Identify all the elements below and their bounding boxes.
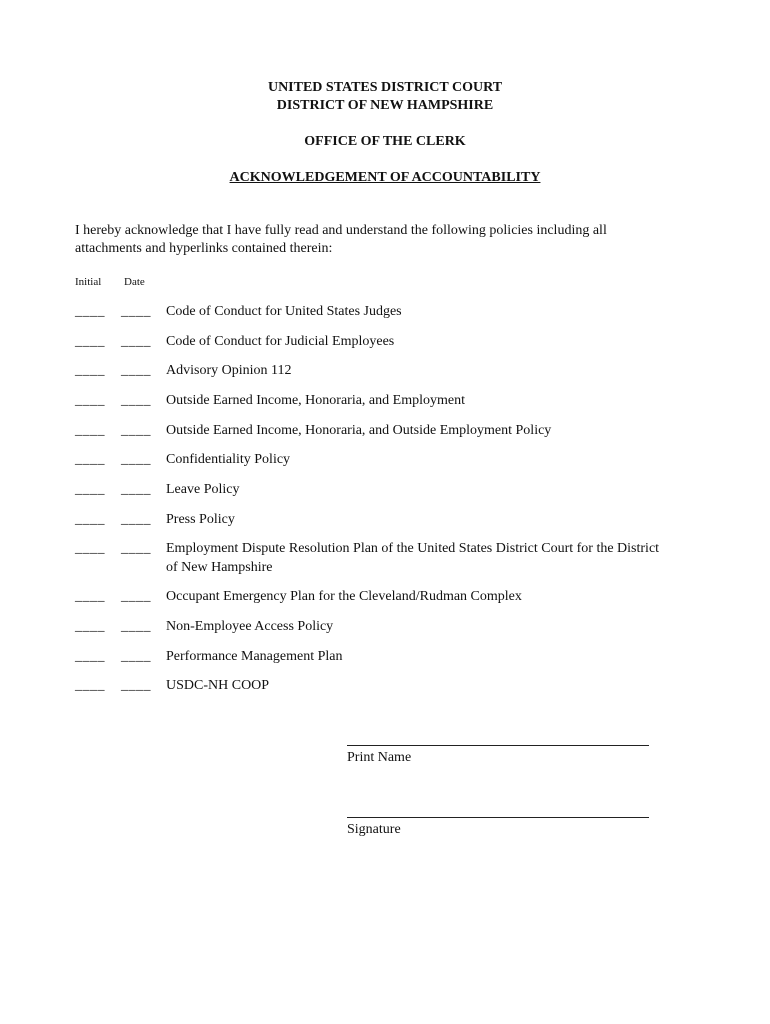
date-blank[interactable]: ____ (121, 452, 151, 467)
date-blank[interactable]: ____ (121, 393, 151, 408)
office-name: OFFICE OF THE CLERK (304, 134, 466, 149)
initial-blank[interactable]: ____ (75, 589, 105, 604)
court-name: UNITED STATES DISTRICT COURT (267, 80, 503, 95)
initial-blank[interactable]: ____ (75, 363, 105, 378)
initial-blank[interactable]: ____ (75, 649, 105, 664)
date-blank[interactable]: ____ (121, 512, 151, 527)
policy-name: Performance Management Plan (166, 649, 343, 664)
column-header-initial: Initial (75, 276, 102, 288)
policy-name: Code of Conduct for United States Judges (166, 304, 402, 319)
policy-name: Outside Earned Income, Honoraria, and Outside Employment Policy (166, 423, 552, 438)
date-blank[interactable]: ____ (121, 649, 151, 664)
initial-blank[interactable]: ____ (75, 512, 105, 527)
policy-name: Advisory Opinion 112 (166, 363, 292, 378)
initial-blank[interactable]: ____ (75, 393, 105, 408)
date-blank[interactable]: ____ (121, 334, 151, 349)
date-blank[interactable]: ____ (121, 482, 151, 497)
initial-blank[interactable]: ____ (75, 678, 105, 693)
policy-name: Leave Policy (166, 482, 240, 497)
date-blank[interactable]: ____ (121, 363, 151, 378)
date-blank[interactable]: ____ (121, 619, 151, 634)
initial-blank[interactable]: ____ (75, 304, 105, 319)
policy-name: Code of Conduct for Judicial Employees (166, 334, 395, 349)
policy-name: Confidentiality Policy (166, 452, 291, 467)
policy-name: Employment Dispute Resolution Plan of the United States District Court for the District of New Hampshire (166, 541, 660, 575)
print-name-line[interactable] (347, 745, 649, 746)
signature-line[interactable] (347, 817, 649, 818)
date-blank[interactable]: ____ (121, 678, 151, 693)
date-blank[interactable]: ____ (121, 541, 151, 556)
print-name-block (347, 745, 649, 767)
date-blank[interactable]: ____ (121, 423, 151, 438)
policy-name: Outside Earned Income, Honoraria, and Employment (166, 393, 465, 408)
initial-blank[interactable]: ____ (75, 423, 105, 438)
intro-paragraph: I hereby acknowledge that I have fully read and understand the following policies including all attachments and hyperlinks contained therein: (75, 223, 607, 256)
signature-block (347, 817, 649, 839)
document-title: ACKNOWLEDGEMENT OF ACCOUNTABILITY (229, 170, 541, 185)
policy-name: Occupant Emergency Plan for the Cleveland/Rudman Complex (166, 589, 522, 604)
date-blank[interactable]: ____ (121, 589, 151, 604)
initial-blank[interactable]: ____ (75, 334, 105, 349)
initial-blank[interactable]: ____ (75, 482, 105, 497)
district-name: DISTRICT OF NEW HAMPSHIRE (276, 98, 494, 113)
initial-blank[interactable]: ____ (75, 452, 105, 467)
initial-blank[interactable]: ____ (75, 619, 105, 634)
policy-name: Press Policy (166, 512, 235, 527)
column-header-date: Date (124, 276, 145, 288)
policy-name: USDC-NH COOP (166, 678, 270, 693)
print-name-label: Print Name (347, 750, 412, 765)
initial-blank[interactable]: ____ (75, 541, 105, 556)
signature-label: Signature (347, 822, 401, 837)
policy-name: Non-Employee Access Policy (166, 619, 334, 634)
date-blank[interactable]: ____ (121, 304, 151, 319)
